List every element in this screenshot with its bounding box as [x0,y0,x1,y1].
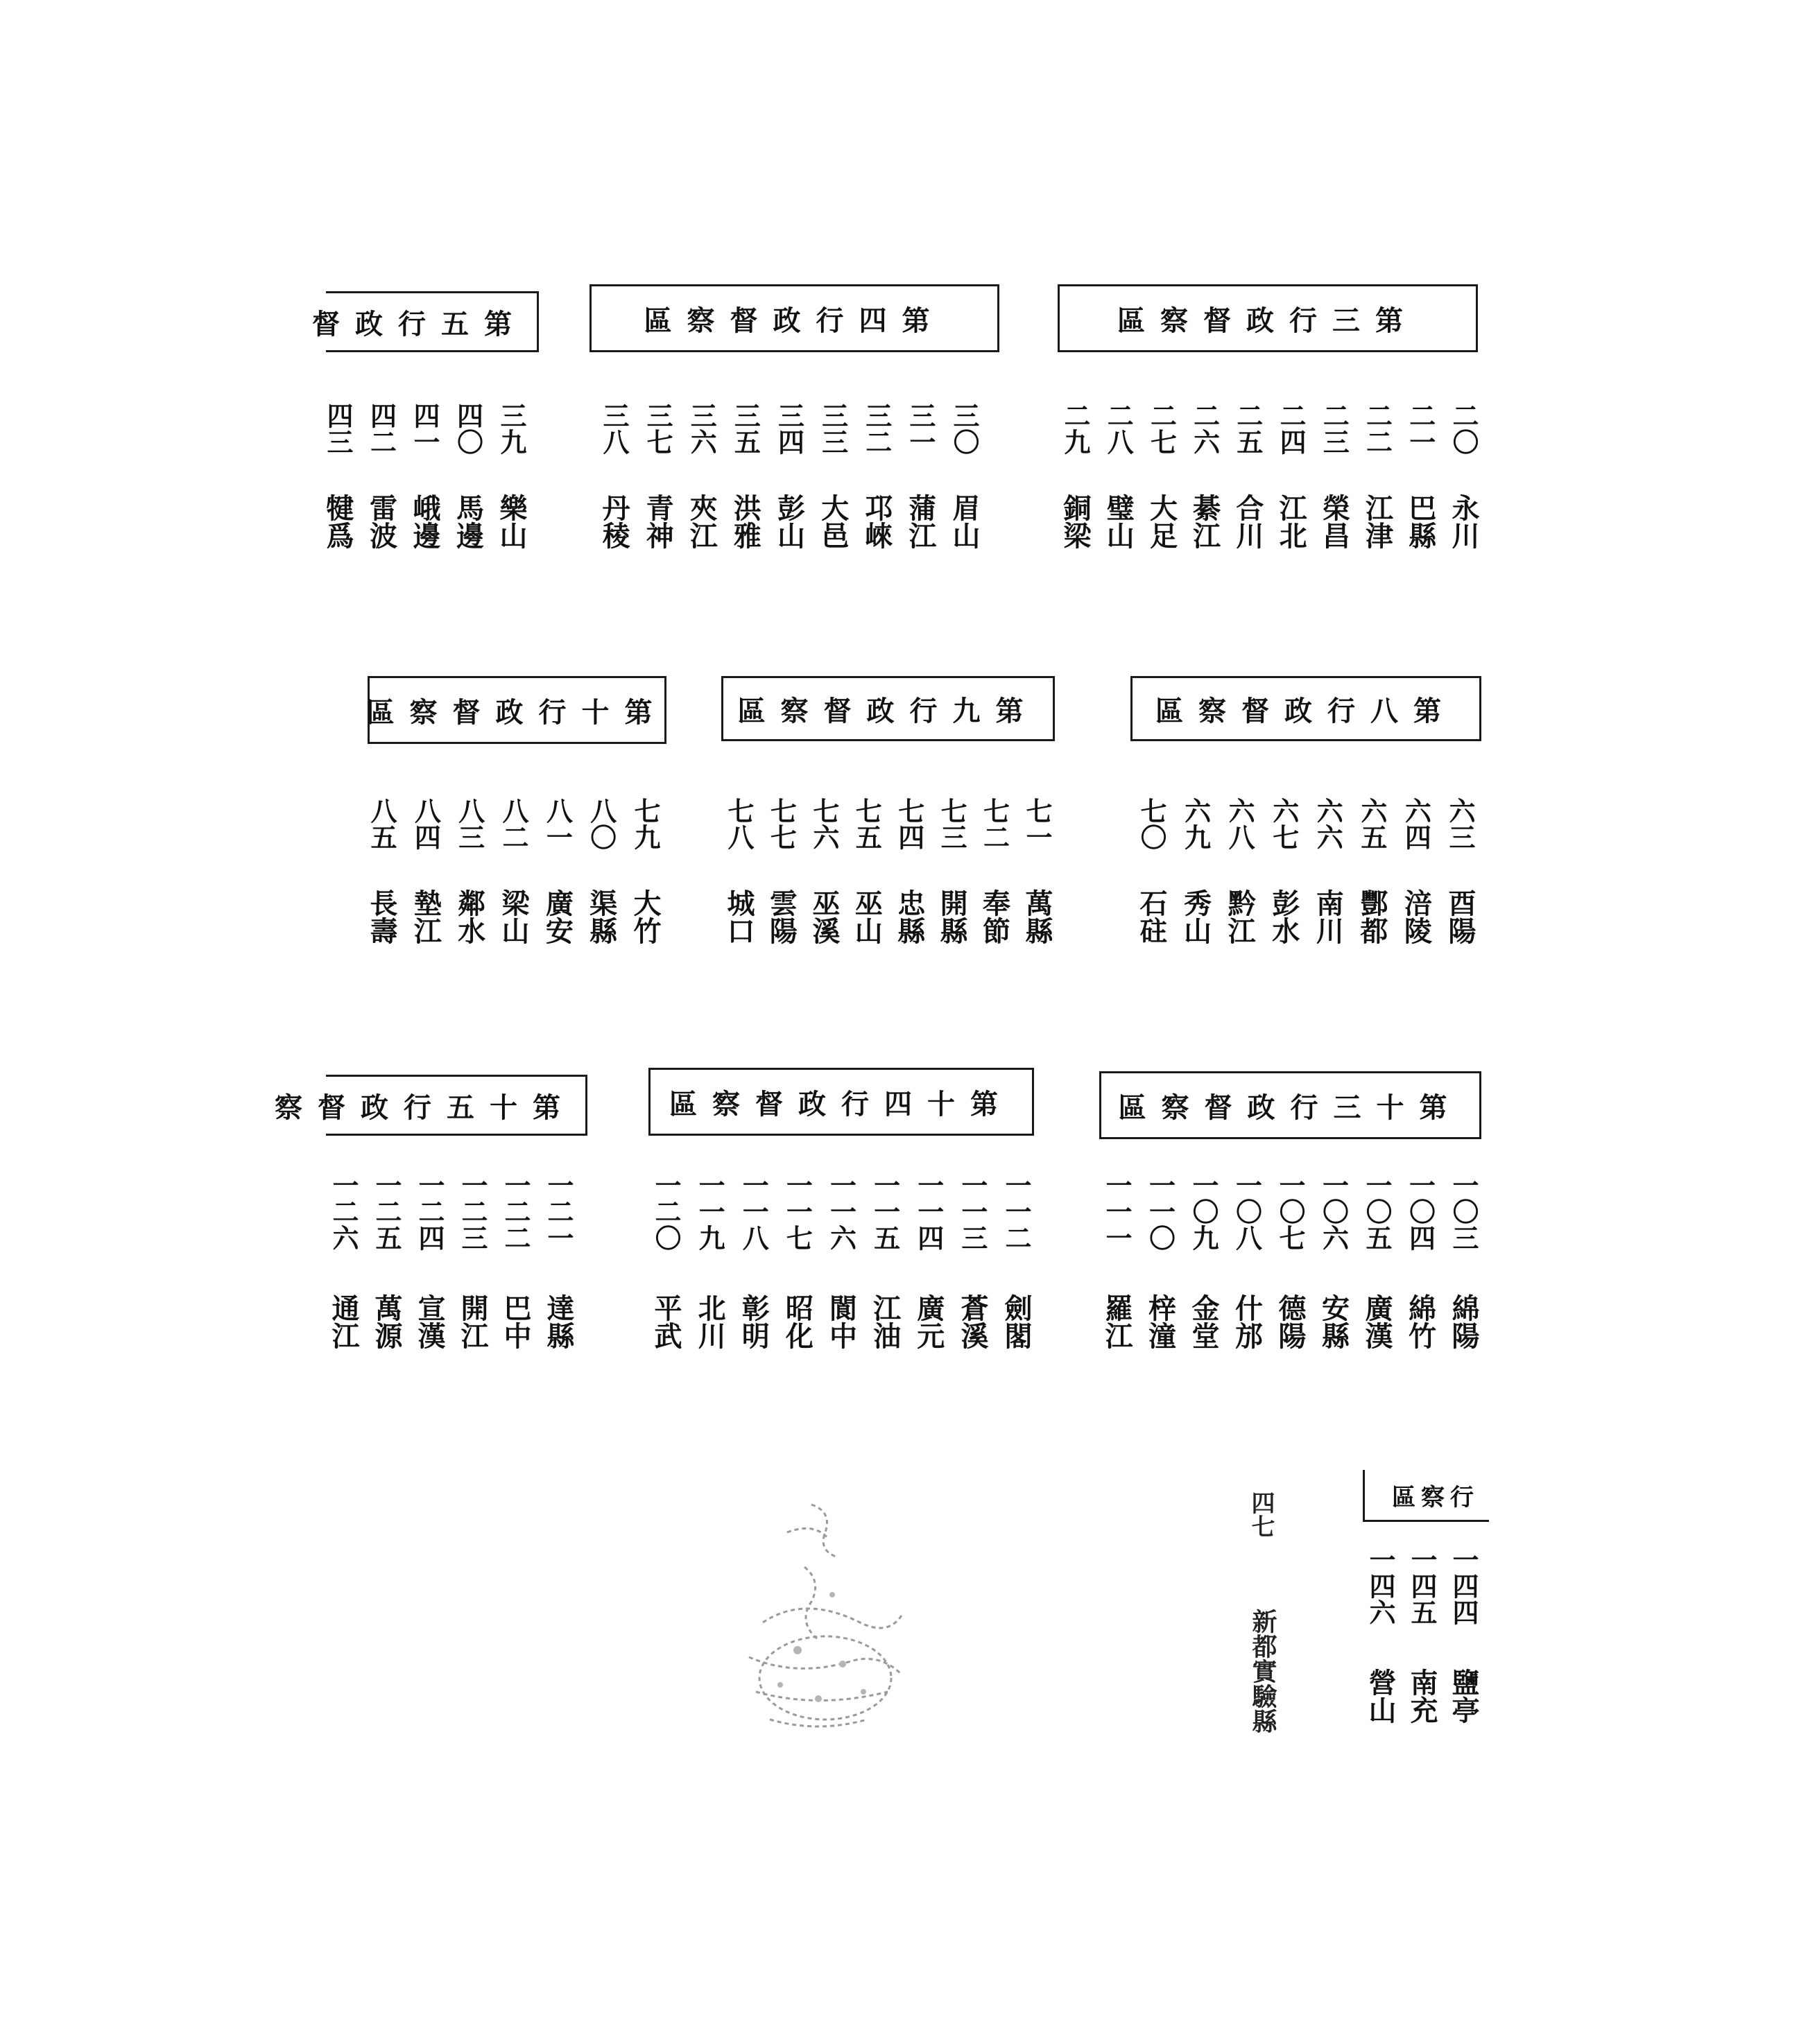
entry [326,1172,361,1360]
county-name: 渠縣 [585,889,618,944]
entry [364,402,399,560]
entry-number: 二六 [1189,402,1221,455]
entry [859,402,894,560]
entry-number: 八〇 [585,797,617,850]
district-header: 第十五行政督察 [326,1075,587,1136]
ink-stamp-icon [721,1491,922,1754]
entry-number: 一二四 [414,1172,445,1251]
entry [1058,402,1092,560]
entry-number: 二八 [1103,402,1135,455]
county-name: 南川 [1311,889,1345,944]
entry-number: 二一 [1404,402,1436,455]
entry [1222,797,1257,955]
county-name: 彭水 [1267,889,1300,944]
entry-number: 一二六 [328,1172,359,1251]
entry [772,402,807,560]
entry [1186,1172,1221,1360]
entry [455,1172,490,1360]
district-entries [1134,797,1477,955]
entry [452,797,487,955]
entry-number: 三八 [599,402,630,455]
entry [320,402,355,560]
entry-number: 二二 [1361,402,1393,455]
district-entries [364,797,662,955]
entry [721,797,756,955]
county-name: 巴中 [499,1294,532,1349]
entry-number: 四一 [409,402,440,455]
entry-number: 三六 [686,402,718,455]
county-name: 樂山 [495,494,528,549]
county-name: 大竹 [628,889,662,944]
entry-number: 三〇 [949,402,980,455]
county-name: 萬源 [370,1294,403,1349]
county-name: 長壽 [365,889,398,944]
entry [1404,1546,1439,1735]
entry [903,402,938,560]
county-name: 達縣 [542,1294,575,1349]
side-label: 新都實驗縣 [1248,1609,1277,1733]
entry-number: 七〇 [1136,797,1167,850]
county-name: 榮昌 [1318,494,1351,549]
entry-number: 六七 [1268,797,1300,850]
entry-number: 一一三 [956,1172,988,1251]
entry [1363,1546,1397,1735]
entry-number: 一一四 [913,1172,945,1251]
district-header: 第九行政督察區 [721,676,1055,741]
district-header: 第五行政督 [326,291,539,352]
county-name: 青神 [642,494,675,549]
entry [498,1172,533,1360]
entry [1359,1172,1394,1360]
district-entries [648,1172,1033,1360]
county-name: 犍爲 [322,494,354,549]
county-name: 開江 [456,1294,489,1349]
district-header: 第十三行政督察區 [1099,1071,1481,1139]
county-name: 閬中 [825,1294,858,1349]
entry [640,402,675,560]
entry [824,1172,859,1360]
county-name: 忠縣 [893,889,926,944]
district-entries [1058,402,1481,560]
entry-number: 二三 [1318,402,1350,455]
entry [596,402,631,560]
entry-number: 四〇 [452,402,484,455]
county-name: 永川 [1447,494,1480,549]
district-header: 第十行政督察區 [368,676,666,744]
county-name: 巴縣 [1404,494,1437,549]
district-header: 第八行政督察區 [1130,676,1481,741]
entry [868,1172,902,1360]
entry [1134,797,1169,955]
page-number: 四七 [1247,1491,1275,1538]
county-name: 德陽 [1274,1294,1307,1349]
district-header: 第四行政督察區 [589,284,999,352]
entry [816,402,850,560]
entry-number: 一二五 [371,1172,402,1251]
entry [1398,797,1433,955]
county-name: 綿陽 [1447,1294,1480,1349]
entry-number: 六六 [1312,797,1344,850]
entry-number: 六八 [1224,797,1256,850]
county-name: 昭化 [781,1294,814,1349]
entry-number: 一一五 [869,1172,901,1251]
entry [540,797,574,955]
entry-number: 七二 [979,797,1010,850]
county-name: 墊江 [409,889,442,944]
county-name: 江油 [868,1294,902,1349]
county-name: 鄰水 [453,889,486,944]
entry [451,402,485,560]
county-name: 秀山 [1179,889,1212,944]
entry-number: 六九 [1180,797,1212,850]
county-name: 酉陽 [1443,889,1476,944]
county-name: 丹稜 [598,494,630,549]
entry [1230,402,1265,560]
entry-number: 六四 [1400,797,1432,850]
entry-number: 二七 [1146,402,1178,455]
entry [1019,797,1054,955]
entry-number: 一二二 [500,1172,531,1251]
district-entries [1099,1172,1481,1360]
entry [1403,1172,1438,1360]
county-name: 南充 [1406,1668,1438,1724]
entry-number: 七四 [893,797,925,850]
entry-number: 一一一 [1101,1172,1133,1251]
entry-number: 二〇 [1447,402,1479,455]
entry [1230,1172,1264,1360]
entry-number: 一〇三 [1448,1172,1479,1251]
county-name: 彰明 [737,1294,770,1349]
entry-number: 四二 [365,402,397,455]
entry [911,1172,946,1360]
county-name: 邛崍 [860,494,893,549]
entry-number: 七一 [1021,797,1053,850]
county-name: 江北 [1275,494,1308,549]
county-name: 什邡 [1230,1294,1264,1349]
entry [1354,797,1389,955]
entry-number: 二四 [1275,402,1307,455]
county-name: 金堂 [1187,1294,1220,1349]
district-header: 第三行政督察區 [1058,284,1478,352]
county-name: 營山 [1364,1668,1397,1724]
county-name: 馬邊 [451,494,485,549]
entry-number: 三二 [861,402,893,455]
entry [496,797,531,955]
entry-number: 一〇五 [1361,1172,1393,1251]
entry-number: 一一八 [738,1172,770,1251]
entry-number: 六三 [1444,797,1476,850]
entry-number: 六五 [1356,797,1388,850]
entry [1310,797,1345,955]
entry-number: 七七 [766,797,798,850]
entry-number: 八四 [410,797,442,850]
entry-number: 一二〇 [651,1172,682,1251]
entry-number: 一四四 [1448,1546,1479,1625]
entry-number: 八一 [542,797,574,850]
entry [1403,402,1438,560]
county-name: 安縣 [1317,1294,1350,1349]
county-name: 廣安 [541,889,574,944]
county-name: 雷波 [365,494,398,549]
county-name: 涪陵 [1400,889,1433,944]
entry [1144,402,1178,560]
entry-number: 一〇七 [1275,1172,1306,1251]
county-name: 蒲江 [904,494,937,549]
county-name: 洪雅 [729,494,762,549]
entry-number: 一〇九 [1188,1172,1219,1251]
entry [955,1172,990,1360]
district-header: 第十四行政督察區 [648,1068,1034,1136]
entry [584,797,619,955]
entry-number: 七三 [936,797,968,850]
county-name: 廣元 [912,1294,945,1349]
entry-number: 八二 [497,797,529,850]
entry [807,797,841,955]
district-entries [1363,1546,1481,1735]
county-name: 蒼溪 [956,1294,989,1349]
entry [934,797,969,955]
entry [1443,797,1477,955]
county-name: 羅江 [1101,1294,1133,1349]
county-name: 開縣 [936,889,969,944]
county-name: 劍閣 [1000,1294,1033,1349]
county-name: 眉山 [948,494,981,549]
county-name: 夾江 [685,494,718,549]
entry [1316,1172,1351,1360]
county-name: 石砫 [1135,889,1168,944]
entry-number: 一一七 [782,1172,813,1251]
county-name: 雲陽 [765,889,798,944]
county-name: 綦江 [1188,494,1221,549]
entry-number: 一四六 [1365,1546,1396,1625]
entry [1187,402,1222,560]
district-entries [326,1172,576,1360]
entry [1101,402,1135,560]
county-name: 大足 [1145,494,1178,549]
entry [541,1172,576,1360]
entry [648,1172,683,1360]
entry-number: 七八 [723,797,755,850]
entry-number: 一〇六 [1318,1172,1350,1251]
entry [1178,797,1213,955]
county-name: 江津 [1361,494,1394,549]
entry [1446,1546,1481,1735]
county-name: 酆都 [1355,889,1388,944]
entry-number: 一一六 [825,1172,857,1251]
entry-number: 四三 [322,402,354,455]
entry-number: 二五 [1232,402,1264,455]
county-name: 巫溪 [807,889,841,944]
entry-number: 七九 [629,797,661,850]
entry [1099,1172,1134,1360]
county-name: 合川 [1231,494,1264,549]
county-name: 峨邊 [408,494,441,549]
entry [1273,402,1308,560]
entry-number: 一四五 [1406,1546,1438,1625]
county-name: 巫山 [850,889,884,944]
entry-number: 一〇四 [1404,1172,1436,1251]
entry-number: 七五 [851,797,883,850]
entry [684,402,718,560]
entry [947,402,981,560]
district-entries [721,797,1054,955]
district-entries [320,402,528,560]
county-name: 梓潼 [1144,1294,1177,1349]
entry-number: 一二一 [543,1172,574,1251]
district-header: 行察區 [1363,1470,1489,1522]
county-name: 璧山 [1102,494,1135,549]
entry [1446,1172,1481,1360]
entry-number: 三三 [817,402,849,455]
entry-number: 三七 [642,402,674,455]
entry [736,1172,770,1360]
district-entries [596,402,981,560]
entry-number: 三一 [904,402,936,455]
county-name: 大邑 [816,494,850,549]
entry [408,797,442,955]
entry-number: 七六 [808,797,840,850]
entry-number: 二九 [1060,402,1091,455]
entry-number: 一二三 [457,1172,488,1251]
entry-number: 三九 [496,402,527,455]
entry [494,402,528,560]
entry-number: 三四 [773,402,805,455]
entry [1266,797,1301,955]
county-name: 彭山 [773,494,806,549]
county-name: 廣漢 [1361,1294,1393,1349]
entry-number: 一一二 [1001,1172,1032,1251]
entry [849,797,884,955]
entry [999,1172,1033,1360]
county-name: 奉節 [978,889,1011,944]
entry [727,402,762,560]
county-name: 綿竹 [1404,1294,1437,1349]
county-name: 萬縣 [1020,889,1053,944]
entry-number: 三五 [730,402,761,455]
entry [1143,1172,1178,1360]
county-name: 鹽亭 [1447,1668,1480,1724]
entry [692,1172,727,1360]
county-name: 黔江 [1223,889,1257,944]
county-name: 梁山 [497,889,530,944]
county-name: 宣漢 [413,1294,446,1349]
entry [364,797,399,955]
entry [369,1172,404,1360]
entry [1316,402,1351,560]
entry [407,402,442,560]
entry [628,797,662,955]
county-name: 銅梁 [1059,494,1092,549]
entry [1360,402,1395,560]
county-name: 平武 [650,1294,682,1349]
entry [1446,402,1481,560]
entry [892,797,927,955]
entry [1273,1172,1307,1360]
entry [780,1172,814,1360]
entry [412,1172,447,1360]
entry-number: 八三 [454,797,485,850]
entry [764,797,798,955]
county-name: 通江 [327,1294,360,1349]
county-name: 城口 [723,889,755,944]
county-name: 北川 [694,1294,727,1349]
entry [977,797,1012,955]
entry-number: 一一〇 [1144,1172,1176,1251]
entry-number: 一一九 [694,1172,726,1251]
entry-number: 一〇八 [1231,1172,1263,1251]
entry-number: 八五 [366,797,397,850]
